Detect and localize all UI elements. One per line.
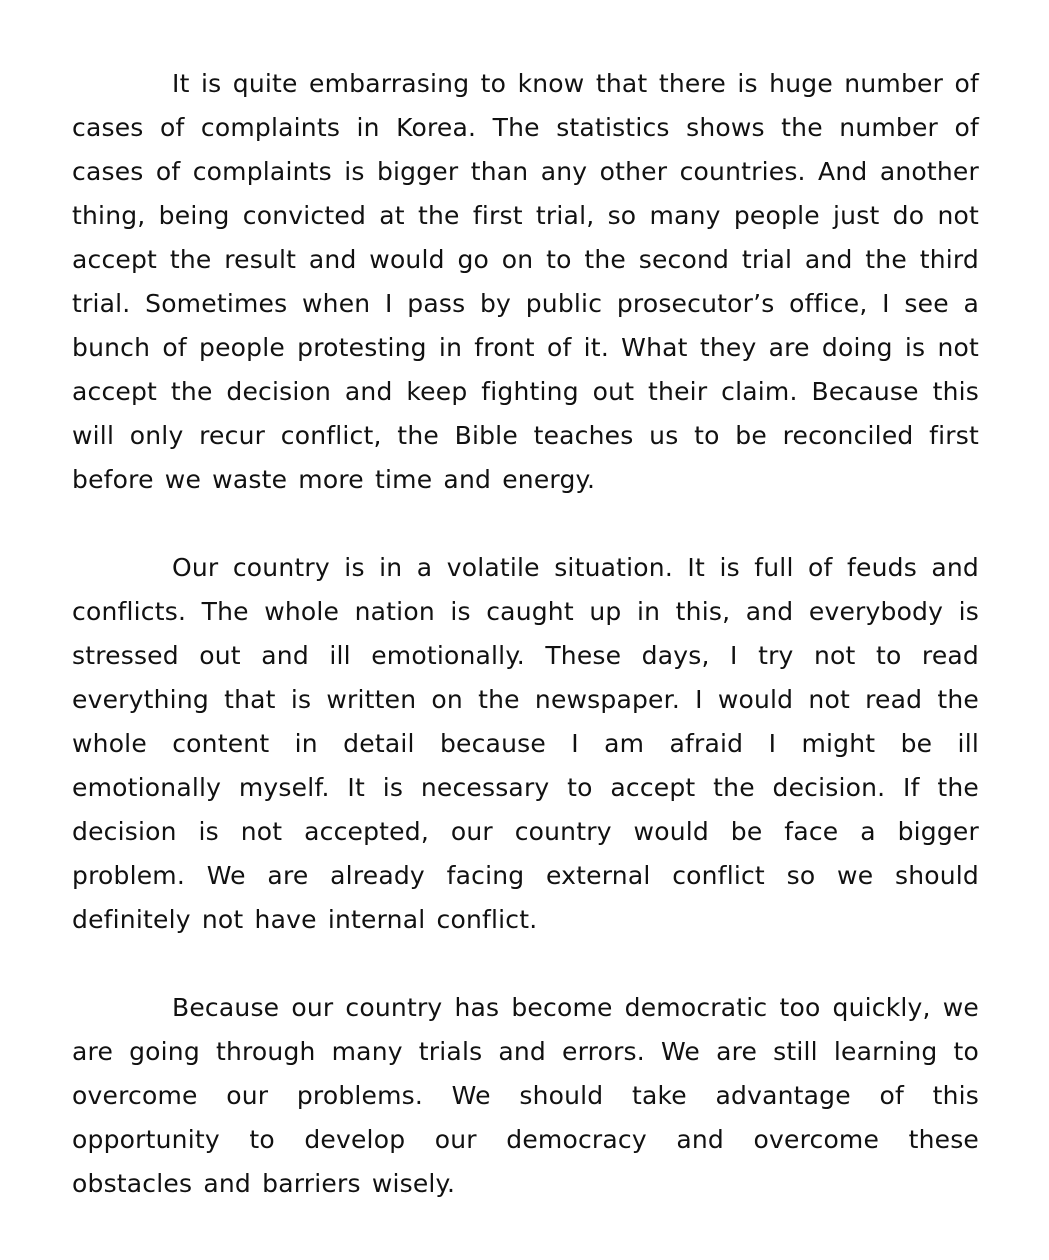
document-page [72, 62, 979, 1206]
paragraph-complaints: It is quite embarrasing to know that there is huge number of cases of complaints in Korea. The statistics shows the number of cases of complaints is bigger than any other countries. And another thing, being convicted at the first trial, so many people just do not accept the result and would go on to the second trial and the third trial. Sometimes when I pass by public prosecutor’s office, I see a bunch of people protesting in front of it. What they are doing is not accept the decision and keep fighting out their claim. Because this will only recur conflict, the Bible teaches us to be reconciled first before we waste more time and energy. [72, 69, 979, 494]
paragraph-volatile-situation: Our country is in a volatile situation. It is full of feuds and conflicts. The whole nation is caught up in this, and everybody is stressed out and ill emotionally. These days, I try not to read everything that is written on the newspaper. I would not read the whole content in detail because I am afraid I might be ill emotionally myself. It is necessary to accept the decision. If the decision is not accepted, our country would be face a bigger problem. We are already facing external conflict so we should definitely not have internal conflict. [72, 553, 979, 934]
paragraph-democracy: Because our country has become democratic too quickly, we are going through many trials and errors. We are still learning to overcome our problems. We should take advantage of this opportunity to develop our democracy and overcome these obstacles and barriers wisely. [72, 993, 979, 1198]
